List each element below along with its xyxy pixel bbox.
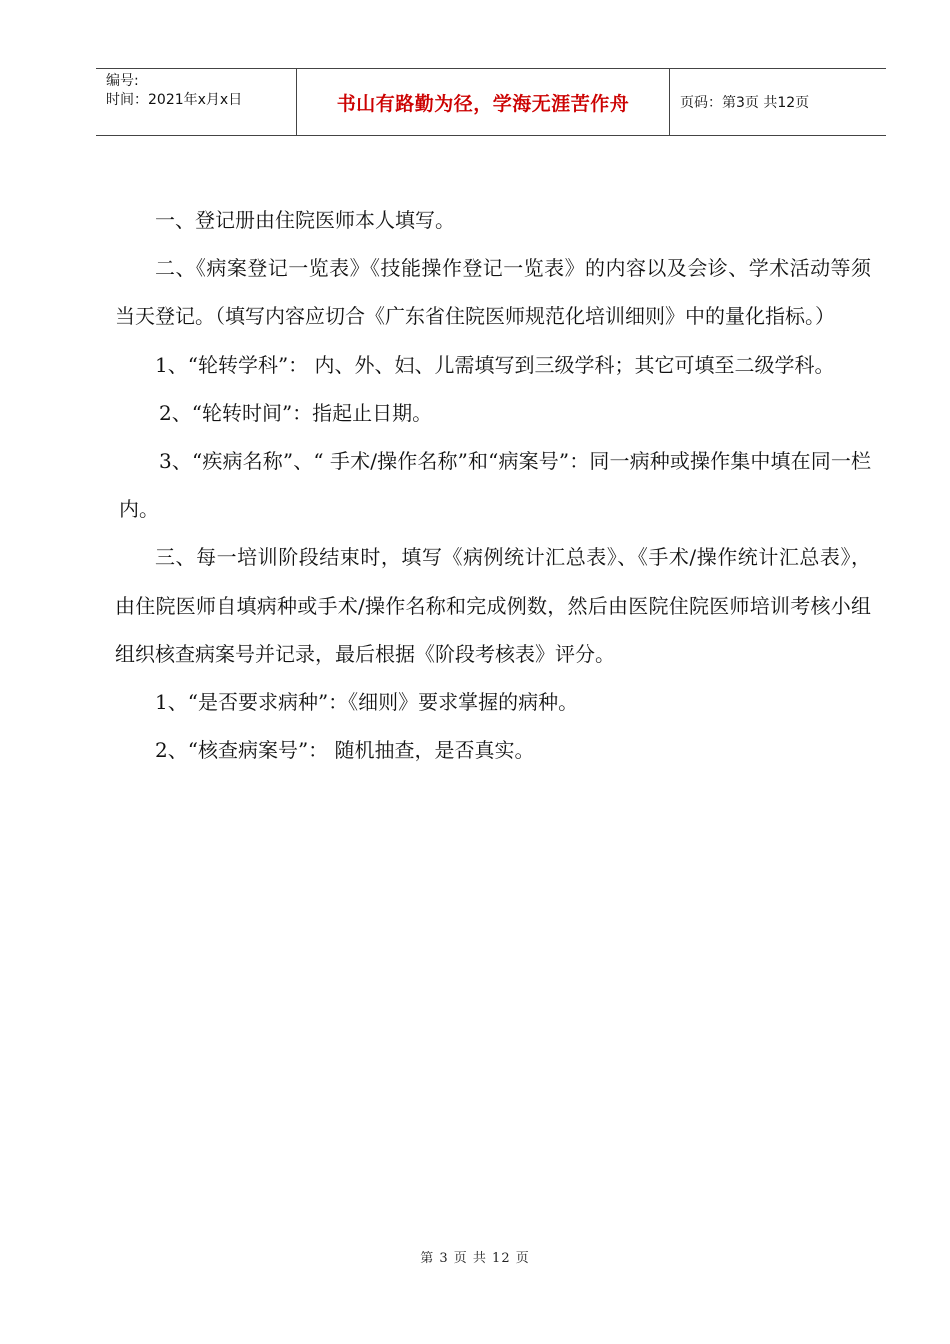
paragraph: 一、登记册由住院医师本人填写。 (155, 208, 455, 232)
paragraph: 2、“轮转时间”：指起止日期。 (159, 400, 433, 425)
header-meta (96, 69, 297, 135)
paragraph: 二、《病案登记一览表》《技能操作登记一览表》的内容以及会诊、学术活动等须当天登记。（填写内容应切合《广东省住院医师规范化培训细则》中的量化指标。） (115, 256, 871, 329)
paragraph: 1、“轮转学科”： 内、外、妇、儿需填写到三级学科；其它可填至二级学科。 (155, 352, 835, 377)
paragraph: 1、“是否要求病种”：《细则》要求掌握的病种。 (155, 690, 579, 715)
page-footer: 第 3 页 共 12 页 (420, 1251, 530, 1266)
paragraph: 3、“疾病名称”、“ 手术/操作名称”和“病案号”：同一病种或操作集中填在同一栏内。 (119, 449, 871, 522)
document-number-label: 编号: (106, 73, 139, 89)
paragraph: 三、每一培训阶段结束时，填写《病例统计汇总表》、《手术/操作统计汇总表》，由住院医师自填病种或手术/操作名称和完成例数，然后由医院住院医师培训考核小组组织核查病案号并记录，最后根据《阶段考核表》评分。 (115, 545, 871, 666)
page-header (96, 68, 886, 136)
header-motto: 书山有路勤为径，学海无涯苦作舟 (297, 69, 670, 135)
paragraph: 2、“核查病案号”： 随机抽查，是否真实。 (155, 738, 535, 763)
document-date: 时间：2021年x月x日 (106, 92, 243, 108)
document-body (115, 196, 871, 774)
header-page-info: 页码：第3页 共12页 (680, 95, 810, 111)
